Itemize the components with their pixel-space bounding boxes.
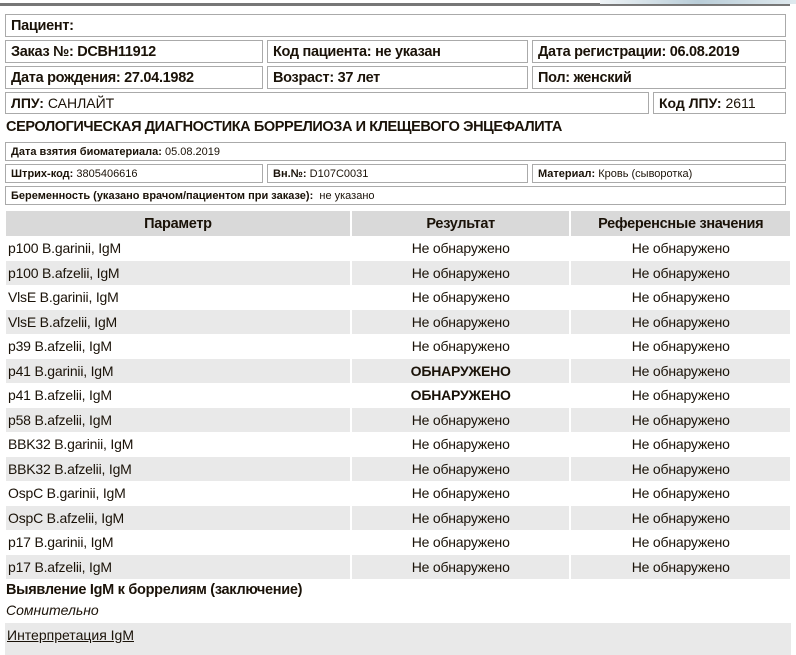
table-row: [6, 334, 790, 359]
lpu-label: ЛПУ:: [11, 95, 44, 111]
parameter-cell: BBK32 B.garinii, IgM: [8, 436, 134, 453]
parameter-cell: p41 B.garinii, IgM: [6, 359, 350, 384]
parameter-cell: VlsE B.garinii, IgM: [8, 289, 119, 306]
sample-date-value: 05.08.2019: [164, 145, 221, 158]
reference-cell: Не обнаружено: [631, 436, 730, 453]
patient-code-label: Код пациента:: [273, 43, 372, 60]
parameter-cell: p100 B.garinii, IgM: [8, 240, 121, 257]
result-cell: Не обнаружено: [352, 310, 570, 335]
barcode-field: [5, 164, 263, 183]
sex-field: [532, 66, 786, 89]
order-field: [5, 40, 263, 63]
table-row: [6, 359, 790, 384]
parameter-cell: p58 B.afzelii, IgM: [6, 408, 350, 433]
parameter-cell: OspC B.garinii, IgM: [8, 485, 126, 502]
reference-cell: Не обнаружено: [631, 240, 730, 257]
header-reference: Референсные значения: [571, 211, 790, 236]
result-cell: ОБНАРУЖЕНО: [410, 387, 511, 404]
result-cell: Не обнаружено: [352, 408, 570, 433]
table-row: [6, 481, 790, 506]
patient-field: [5, 14, 786, 37]
material-field: [532, 164, 786, 183]
reg-date-value: 06.08.2019: [669, 43, 740, 60]
pregnancy-label: Беременность (указано врачом/пациентом при заказе):: [11, 189, 314, 202]
header-parameter: Параметр: [6, 211, 350, 236]
birth-date-field: [5, 66, 263, 89]
reference-cell: Не обнаружено: [631, 387, 730, 404]
parameter-cell: p41 B.afzelii, IgM: [8, 387, 112, 404]
sex-label: Пол:: [538, 69, 570, 86]
parameter-cell: p39 B.afzelii, IgM: [8, 338, 112, 355]
result-cell: Не обнаружено: [411, 338, 510, 355]
result-cell: Не обнаружено: [411, 485, 510, 502]
reg-date-label: Дата регистрации:: [538, 43, 667, 60]
table-row: [6, 408, 790, 433]
internal-no-value: D107C0031: [309, 167, 369, 180]
parameter-cell: VlsE B.afzelii, IgM: [6, 310, 350, 335]
reference-cell: Не обнаружено: [631, 289, 730, 306]
reference-cell: Не обнаружено: [571, 310, 790, 335]
reference-cell: Не обнаружено: [631, 534, 730, 551]
table-row: [6, 310, 790, 335]
patient-label: Пациент:: [11, 17, 74, 34]
result-cell: Не обнаружено: [352, 555, 570, 580]
birth-date-label: Дата рождения:: [11, 69, 121, 86]
result-cell: Не обнаружено: [411, 436, 510, 453]
table-row: [6, 555, 790, 580]
reference-cell: Не обнаружено: [571, 359, 790, 384]
material-value: Кровь (сыворотка): [598, 167, 693, 180]
table-row: [6, 236, 790, 261]
reference-cell: Не обнаружено: [571, 457, 790, 482]
header-image: [600, 0, 796, 4]
material-label: Материал:: [538, 167, 596, 180]
table-row: [6, 506, 790, 531]
conclusion-title: Выявление IgM к боррелиям (заключение): [6, 582, 303, 598]
reference-cell: Не обнаружено: [571, 408, 790, 433]
result-cell: Не обнаружено: [352, 457, 570, 482]
birth-date-value: 27.04.1982: [124, 69, 194, 86]
lpu-code-field: [653, 92, 786, 114]
patient-code-field: [267, 40, 528, 63]
table-row: [6, 383, 790, 408]
interpretation-section: [5, 623, 791, 655]
result-cell: Не обнаружено: [352, 261, 570, 286]
age-value: 37 лет: [337, 69, 380, 86]
patient-code-value: не указан: [375, 43, 441, 60]
parameter-cell: p17 B.afzelii, IgM: [6, 555, 350, 580]
parameter-cell: BBK32 B.afzelii, IgM: [6, 457, 350, 482]
reference-cell: Не обнаружено: [571, 506, 790, 531]
sample-date-label: Дата взятия биоматериала:: [11, 145, 162, 158]
table-header: [6, 211, 790, 236]
reference-cell: Не обнаружено: [571, 555, 790, 580]
order-value: DCBH11912: [77, 43, 156, 60]
conclusion-value: Сомнительно: [6, 602, 99, 618]
parameter-cell: p17 B.garinii, IgM: [8, 534, 114, 551]
result-cell: ОБНАРУЖЕНО: [352, 359, 570, 384]
barcode-label: Штрих-код:: [11, 167, 74, 180]
table-row: [6, 285, 790, 310]
table-row: [6, 432, 790, 457]
section-title: СЕРОЛОГИЧЕСКАЯ ДИАГНОСТИКА БОРРЕЛИОЗА И КЛЕЩЕВОГО ЭНЦЕФАЛИТА: [6, 119, 562, 135]
age-field: [267, 66, 528, 89]
result-cell: Не обнаружено: [411, 534, 510, 551]
order-label: Заказ №:: [11, 43, 74, 60]
reg-date-field: [532, 40, 786, 63]
reference-cell: Не обнаружено: [571, 261, 790, 286]
result-cell: Не обнаружено: [352, 506, 570, 531]
sample-date-field: [5, 142, 786, 161]
result-cell: Не обнаружено: [411, 289, 510, 306]
pregnancy-value: не указано: [319, 189, 375, 202]
header-result: Результат: [352, 211, 570, 236]
reference-cell: Не обнаружено: [631, 485, 730, 502]
barcode-value: 3805406616: [76, 167, 138, 180]
results-table: [4, 211, 792, 579]
table-row: [6, 261, 790, 286]
sex-value: женский: [573, 69, 632, 86]
lpu-code-label: Код ЛПУ:: [659, 95, 722, 111]
result-cell: Не обнаружено: [411, 240, 510, 257]
internal-no-field: [267, 164, 528, 183]
interpretation-link[interactable]: Интерпретация IgM: [7, 627, 134, 643]
internal-no-label: Вн.№:: [273, 167, 307, 180]
age-label: Возраст:: [273, 69, 334, 86]
pregnancy-field: [5, 186, 786, 205]
lpu-code-value: 2611: [725, 95, 756, 111]
reference-cell: Не обнаружено: [631, 338, 730, 355]
lpu-field: [5, 92, 649, 114]
table-row: [6, 530, 790, 555]
parameter-cell: OspC B.afzelii, IgM: [6, 506, 350, 531]
parameter-cell: p100 B.afzelii, IgM: [6, 261, 350, 286]
table-row: [6, 457, 790, 482]
lpu-value: САНЛАЙТ: [47, 95, 115, 111]
